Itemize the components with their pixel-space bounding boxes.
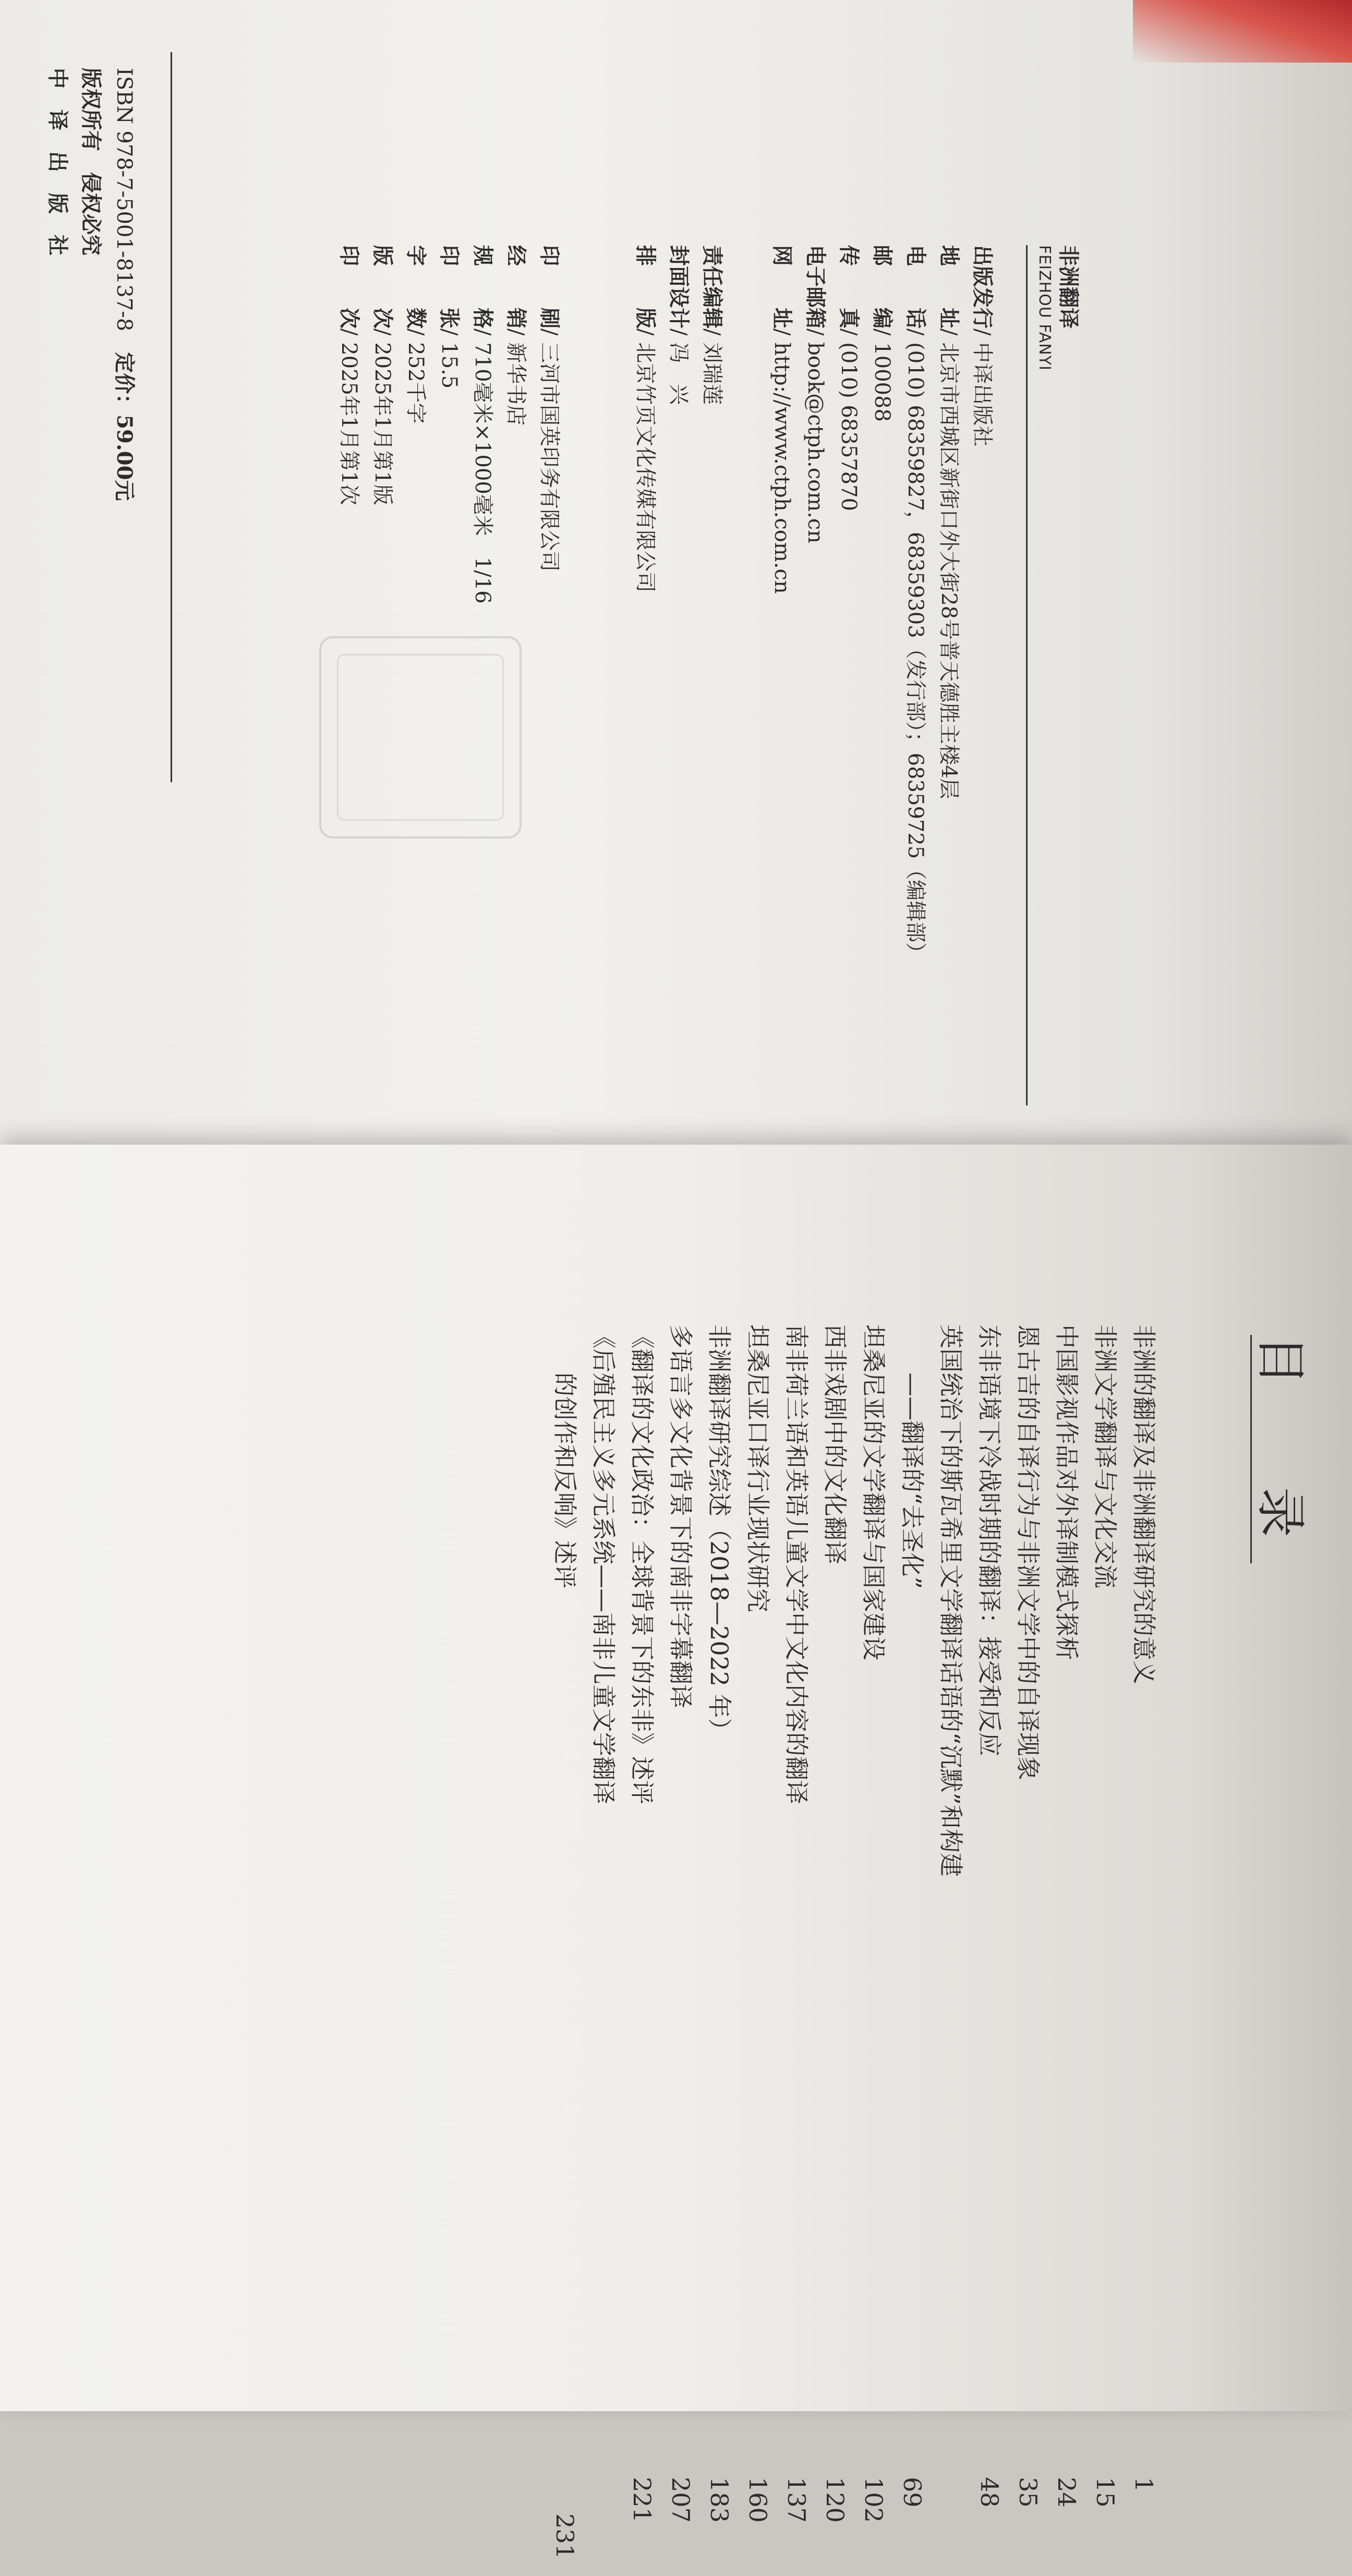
toc-entry: 恩古吉的自译行为与非洲文学中的自译现象 35 bbox=[1014, 1325, 1042, 2508]
imprint-content bbox=[37, 37, 1106, 1111]
format-line: 规 格/ 710毫米×1000毫米 1/16 bbox=[470, 245, 495, 604]
isbn: ISBN 978-7-5001-8137-8 bbox=[112, 68, 136, 332]
toc-entry: 非洲文学翻译与文化交流 15 bbox=[1091, 1325, 1119, 2508]
toc-entry: 东非语境下冷战时期的翻译：接受和反应 48 bbox=[975, 1325, 1004, 2508]
toc-entry: 多语言多文化背景下的南非字幕翻译 207 bbox=[667, 1325, 695, 2523]
faint-seal-stamp bbox=[319, 636, 522, 839]
fax-line: 传 真/ (010) 68357870 bbox=[837, 245, 861, 512]
edition-line: 版 次/ 2025年1月第1版 bbox=[370, 245, 395, 505]
toc-entry-continuation: 的创作和反响》述评 231 bbox=[551, 1325, 579, 2559]
toc-entry: 南非荷兰语和英语儿童文学中文化内容的翻译 137 bbox=[782, 1325, 811, 2523]
phone-line: 电 话/ (010) 68359827，68359303（发行部）；68359725（编辑部） bbox=[903, 245, 928, 964]
production-info bbox=[332, 245, 566, 604]
toc-entry-subtitle: ——翻译的“去圣化” 69 bbox=[898, 1325, 926, 2508]
website-line: 网 址/ http://www.ctph.com.cn bbox=[770, 245, 794, 594]
imprint-top-rule bbox=[1026, 245, 1028, 1105]
typesetting-line: 排 版/ 北京竹页文化传媒有限公司 bbox=[633, 245, 658, 593]
toc-heading: 目 录 bbox=[1251, 1335, 1310, 1563]
toc-entry: 非洲的翻译及非洲翻译研究的意义 1 bbox=[1130, 1325, 1158, 2493]
toc-content bbox=[83, 1314, 1335, 2559]
book-title: 非洲翻译 bbox=[1056, 245, 1080, 329]
book-title-pinyin: FEIZHOU FANYI bbox=[1035, 245, 1054, 371]
printing-line: 印 次/ 2025年1月第1次 bbox=[337, 245, 361, 505]
toc-entry: 西非戏剧中的文化翻译 120 bbox=[821, 1325, 849, 2523]
price: 定价：59.00元 bbox=[112, 352, 137, 501]
toc-entry: 非洲翻译研究综述（2018—2022 年） 183 bbox=[705, 1325, 733, 2523]
toc-entry: 坦桑尼亚的文学翻译与国家建设 102 bbox=[860, 1325, 888, 2523]
imprint-bottom-rule bbox=[171, 52, 172, 782]
sheets-line: 印 张/ 15.5 bbox=[437, 245, 462, 389]
toc-entry: 英国统治下的斯瓦希里文学翻译话语的“沉默”和构建 bbox=[937, 1325, 965, 1877]
toc-entry: 坦桑尼亚口译行业现状研究 160 bbox=[744, 1325, 772, 2523]
book-cover-edge bbox=[1133, 0, 1352, 63]
postcode-line: 邮 编/ 100088 bbox=[870, 245, 895, 422]
publisher-info bbox=[629, 245, 999, 963]
email-line: 电子邮箱/ book@ctph.com.cn bbox=[803, 245, 828, 544]
cover-design-line: 封面设计/ 冯 兴 bbox=[667, 245, 691, 405]
printer-line: 印 刷/ 三河市国英印务有限公司 bbox=[537, 245, 562, 572]
wordcount-line: 字 数/ 252千字 bbox=[404, 245, 428, 424]
isbn-price-line bbox=[107, 68, 141, 501]
toc-entry: 《翻译的文化政治：全球背景下的东非》述评 221 bbox=[628, 1325, 656, 2523]
publisher-line: 出版发行/ 中译出版社 bbox=[970, 245, 995, 447]
rights-line: 版权所有 侵权必究 bbox=[79, 68, 103, 256]
copyright-page bbox=[0, 0, 1352, 1168]
address-line: 地 址/ 北京市西城区新街口外大街28号普天德胜主楼4层 bbox=[937, 245, 961, 799]
toc-entry: 《后殖民主义多元系统——南非儿童文学翻译 bbox=[589, 1325, 618, 1804]
toc-list bbox=[546, 1325, 1163, 2576]
toc-entry: 中国影视作品对外译制模式探析 24 bbox=[1053, 1325, 1081, 2508]
editor-line: 责任编辑/ 刘瑞莲 bbox=[700, 245, 725, 405]
publisher-footer: 中 译 出 版 社 bbox=[45, 68, 70, 256]
isbn-block bbox=[41, 68, 141, 501]
distributor-line: 经 销/ 新华书店 bbox=[504, 245, 528, 426]
